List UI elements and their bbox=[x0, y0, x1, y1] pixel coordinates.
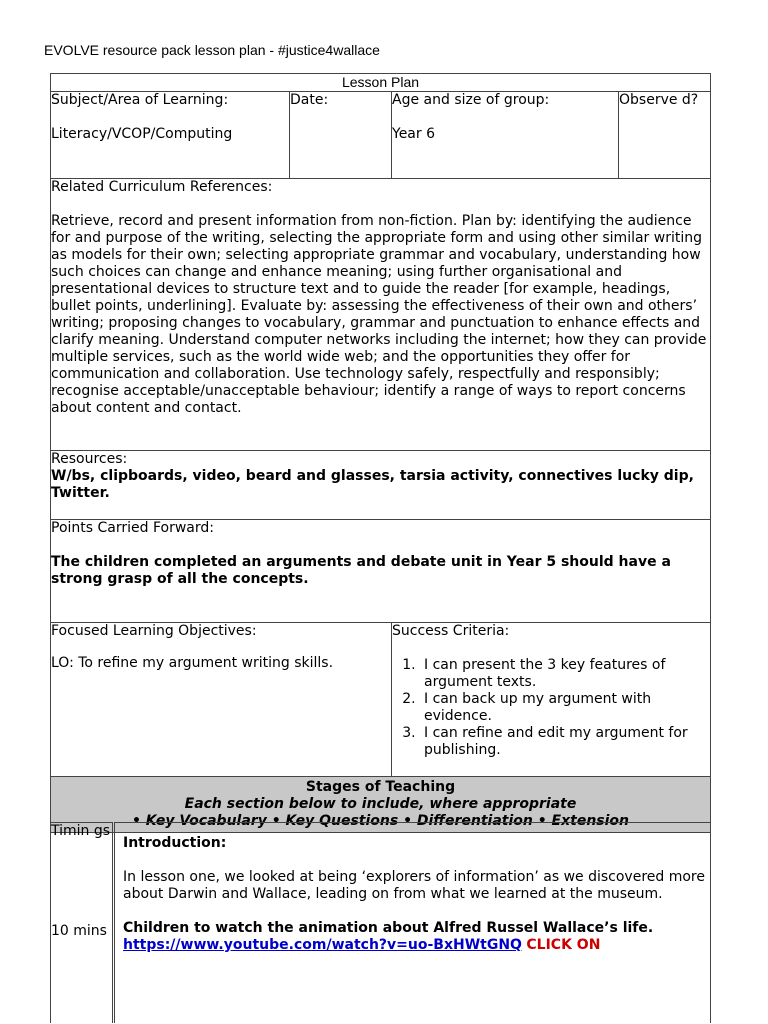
points-cell bbox=[51, 520, 711, 623]
lesson-plan-table bbox=[50, 73, 711, 833]
date-cell bbox=[290, 92, 392, 179]
objectives-cell bbox=[51, 623, 392, 777]
points-text: The children completed an arguments and debate unit in Year 5 should have a strong grasp of all the concepts. bbox=[51, 554, 671, 587]
curriculum-text: Retrieve, record and present information from non-fiction. Plan by: identifying the audience for and purpose of the writing, selecting the appropriate form and using other similar writing as models for their own; selecting appropriate grammar and vocabulary, understanding how such choices can change and enhance meaning; using further organisational and presentational devices to structure text and to guide the reader [for example, headings, bullet points, underlining]. Evaluate by: assessing the effectiveness of their own and others’ writing; proposing changes to vocabulary, grammar and punctuation to enhance effects and clarify meaning. Understand computer networks including the internet; how they can provide multiple services, such as the world wide web; and the opportunities they offer for communication and collaboration. Use technology safely, respectfully and responsibly; recognise acceptable/unacceptable behaviour; identify a range of ways to report concerns about content and contact. bbox=[51, 213, 707, 416]
introduction-cell bbox=[114, 823, 711, 1023]
success-label: Success Criteria: bbox=[392, 623, 510, 639]
watch-instruction: Children to watch the animation about Alfred Russel Wallace’s life. bbox=[123, 920, 654, 936]
introduction-text: In lesson one, we looked at being ‘explorers of information’ as we discovered more about Darwin and Wallace, leading on from what we learned at the museum. bbox=[123, 869, 705, 902]
observed-label: Observe d? bbox=[619, 92, 699, 108]
age-label: Age and size of group: bbox=[392, 92, 550, 108]
timings-time: 10 mins bbox=[51, 923, 107, 939]
youtube-link[interactable]: https://www.youtube.com/watch?v=uo-BxHWtGNQ bbox=[123, 937, 522, 953]
document-header: EVOLVE resource pack lesson plan - #justice4wallace bbox=[44, 42, 380, 58]
success-list bbox=[392, 657, 710, 759]
introduction-heading: Introduction: bbox=[123, 835, 227, 851]
points-label: Points Carried Forward: bbox=[51, 520, 214, 536]
resources-cell bbox=[51, 451, 711, 520]
click-on-text: CLICK ON bbox=[526, 937, 601, 953]
stages-title: Stages of Teaching bbox=[305, 779, 456, 795]
success-item: 1. I can present the 3 key features of argument texts. bbox=[420, 657, 710, 691]
success-item: 3. I can refine and edit my argument for publishing. bbox=[420, 725, 710, 759]
objectives-label: Focused Learning Objectives: bbox=[51, 623, 257, 639]
curriculum-label: Related Curriculum References: bbox=[51, 179, 273, 195]
timings-table bbox=[50, 822, 711, 1023]
success-item: 2. I can back up my argument with evidence. bbox=[420, 691, 710, 725]
lesson-plan-title: Lesson Plan bbox=[51, 74, 711, 92]
objectives-text: LO: To refine my argument writing skills. bbox=[51, 655, 334, 671]
stages-subtitle: Each section below to include, where appropriate bbox=[184, 796, 577, 812]
stages-bullets: • Key Vocabulary • Key Questions • Differentiation • Extension bbox=[131, 813, 630, 829]
age-cell bbox=[392, 92, 619, 179]
resources-label: Resources: bbox=[51, 451, 128, 467]
subject-value: Literacy/VCOP/Computing bbox=[51, 126, 233, 142]
date-label: Date: bbox=[290, 92, 329, 108]
resources-text: W/bs, clipboards, video, beard and glasses, tarsia activity, connectives lucky dip, Twitter. bbox=[51, 468, 694, 501]
success-cell bbox=[392, 623, 711, 777]
timings-label: Timin gs bbox=[51, 823, 111, 839]
curriculum-cell bbox=[51, 179, 711, 451]
subject-label: Subject/Area of Learning: bbox=[51, 92, 229, 108]
age-value: Year 6 bbox=[392, 126, 435, 142]
subject-cell bbox=[51, 92, 290, 179]
timings-cell bbox=[51, 823, 114, 1023]
observed-cell bbox=[619, 92, 711, 179]
